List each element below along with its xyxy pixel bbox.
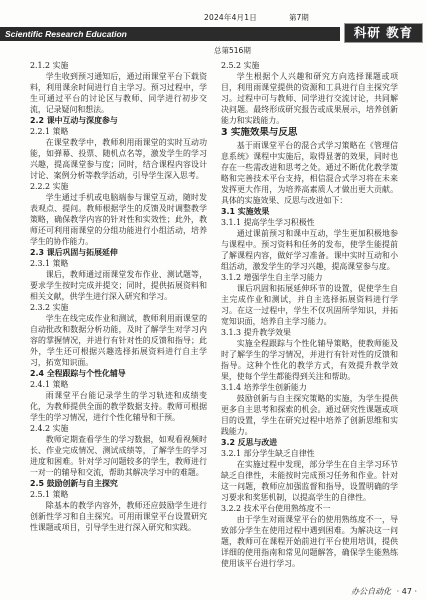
body-paragraph: 学生通过手机或电脑端参与课堂互动，随时发表观点、提问。教师根据学生的反馈及时调整教学策略，确保教学内容的针对性和实效性；此外，教师还可利用雨课堂的分组功能进行小组活动，培养学生的协作能力。	[30, 193, 207, 246]
subsection-heading: 3.2.2 技术平台使用熟练度不一	[221, 504, 331, 513]
body-paragraph: 由于学生对雨课堂平台的使用熟练度不一，导致部分学生在使用过程中遇到困难。为解决这一问题，教师可在课程开始前进行平台使用培训，提供详细的使用指南和常见问题解答，确保学生能熟练使用该平台进行学习。	[221, 515, 398, 568]
subsection-heading: 2.5.2 实施	[221, 61, 260, 70]
subsection-heading: 3.1.3 提升教学效果	[221, 328, 291, 337]
body-paragraph: 学生根据个人兴趣和研究方向选择课题或项目，利用雨课堂提供的资源和工具进行自主探究学习。过程中可与教师、同学进行交流讨论，共同解决问题。最终形成研究报告或成果展示，培养创新能力和实践能力。	[221, 72, 398, 125]
issue-number: 第7期	[289, 13, 309, 22]
subsection-heading: 2.2.1 策略	[30, 127, 69, 136]
body-paragraph: 课后，教师通过雨课堂发布作业、测试题等，要求学生按时完成并提交；同时，提供拓展资料和相关文献，供学生进行深入研究和学习。	[30, 270, 207, 301]
left-column	[30, 60, 207, 584]
total-issue-number: 总第516期	[214, 46, 251, 55]
section-heading: 2.3 课后巩固与拓展延伸	[30, 248, 118, 257]
subsection-heading: 3.1.1 提高学生学习积极性	[221, 218, 315, 227]
page-number: · 47 ·	[396, 587, 417, 596]
body-paragraph: 在课堂教学中，教师利用雨课堂的实时互动功能，如弹幕、投票、随机点名等，激发学生的学习兴趣，提高课堂参与度；同时，结合课程内容设计讨论、案例分析等教学活动，引导学生深入思考。	[30, 138, 207, 180]
subsection-heading: 2.2.2 实施	[30, 182, 69, 191]
banner-english-title: Scientific Research Education	[5, 29, 127, 39]
subsection-heading: 3.2.1 部分学生缺乏自律性	[221, 449, 315, 458]
section-heading: 3.2 反思与改进	[221, 438, 278, 447]
right-column	[221, 60, 398, 584]
body-paragraph: 通过课前预习和课中互动，学生更加积极地参与课程中。预习资料和任务的发布，使学生能提前了解课程内容，做好学习准备。课中实时互动和小组活动，激发学生的学习兴趣，提高课堂参与度。	[221, 229, 398, 271]
column-banner	[0, 27, 340, 41]
body-paragraph: 除基本的教学内容外，教师还应鼓励学生进行创新性学习和自主探究。可用雨课堂平台设置研究性课题或项目，引导学生进行深入研究和实践。	[30, 501, 207, 532]
body-paragraph: 实施全程跟踪与个性化辅导策略，使教师能及时了解学生的学习情况，并进行有针对性的反馈和指导。这种个性化的教学方式，有效提升教学效果，使每个学生都能得到关注和帮助。	[221, 339, 398, 381]
body-paragraph: 基于雨课堂平台的混合式学习策略在《管理信息系统》课程中实施后，取得显著的效果，同时也存在一些需改进和思考之处。通过不断优化教学策略和完善技术平台支持，相信混合式学习将在未来发挥更大作用，为培养高素质人才做出更大贡献。具体的实施效果、反思与改进如下：	[221, 141, 398, 205]
chapter-heading: 3 实施效果与反思	[221, 127, 298, 138]
subsection-heading: 2.4.2 实施	[30, 424, 69, 433]
section-heading: 2.4 全程跟踪与个性化辅导	[30, 369, 126, 378]
page-footer	[351, 587, 417, 597]
body-paragraph: 学生收到预习通知后，通过雨课堂平台下载资料，利用课余时间进行自主学习。预习过程中，学生可通过平台的讨论区与教师、同学进行初步交流，记录疑问和想法。	[30, 72, 207, 114]
subsection-heading: 2.1.2 实施	[30, 61, 69, 70]
body-paragraph: 课后巩固和拓展延伸环节的设置，促使学生自主完成作业和测试，并自主选择拓展资料进行学习。在这一过程中，学生不仅巩固所学知识，并拓宽知识面，培养自主学习能力。	[221, 284, 398, 326]
subsection-heading: 2.5.1 策略	[30, 490, 69, 499]
banner-chinese-title: 科研 教育	[344, 23, 423, 43]
section-heading: 3.1 实施效果	[221, 207, 270, 216]
body-paragraph: 雨课堂平台能记录学生的学习轨迹和成绩变化，为教师提供全面的教学数据支持。教师可根据学生的学习情况，进行个性化辅导和干预。	[30, 391, 207, 422]
subsection-heading: 3.1.4 培养学生创新能力	[221, 383, 307, 392]
subsection-heading: 2.4.1 策略	[30, 380, 69, 389]
section-heading: 2.5 鼓励创新与自主探究	[30, 479, 118, 488]
section-heading: 2.2 课中互动与深度参与	[30, 116, 118, 125]
body-paragraph: 教师定期查看学生的学习数据，如观看视频时长、作业完成情况、测试成绩等，了解学生的学习进度和困难。针对学习问题较多的学生，教师进行一对一的辅导和交流，帮助其解决学习中的难题。	[30, 435, 207, 477]
subsection-heading: 2.3.2 实施	[30, 303, 69, 312]
journal-name: 办公自动化	[351, 587, 392, 596]
subsection-heading: 2.3.1 策略	[30, 259, 69, 268]
subsection-heading: 3.1.2 增强学生自主学习能力	[221, 273, 323, 282]
publication-date: 2024年4月1日	[204, 13, 257, 22]
body-paragraph: 学生在线完成作业和测试，教师利用雨课堂的自动批改和数据分析功能，及时了解学生对学习内容的掌握情况，并进行有针对性的反馈和指导；此外，学生还可根据兴趣选择拓展资料进行自主学习，拓宽知识面。	[30, 314, 207, 367]
body-paragraph: 鼓励创新与自主探究策略的实施，为学生提供更多自主思考和探索的机会。通过研究性课题或项目的设置，学生在研究过程中培养了创新思维和实践能力。	[221, 394, 398, 436]
body-paragraph: 在实施过程中发现，部分学生在自主学习环节缺乏自律性，未能按时完成预习任务和作业。针对这一问题，教师应加强监督和指导，设置明确的学习要求和奖惩机制，以提高学生的自律性。	[221, 460, 398, 502]
